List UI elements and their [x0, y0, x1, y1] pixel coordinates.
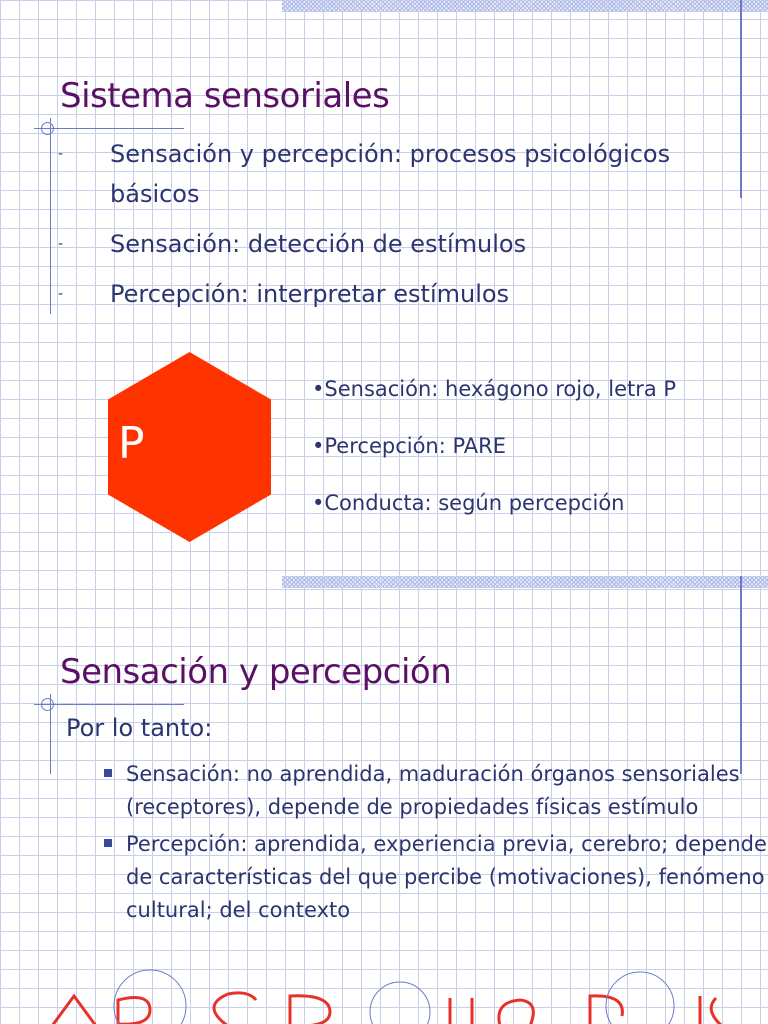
list-item-text: Sensación: no aprendida, maduración órganos sensoriales (receptores), depende de propiedades físicas estímulo [126, 762, 740, 819]
header-stripe [282, 576, 768, 588]
dash-marker: - [58, 146, 64, 162]
square-bullet-icon [104, 839, 112, 847]
crosshair-icon [37, 118, 57, 138]
slide-2 [0, 576, 768, 1024]
subheading: Por lo tanto: [66, 714, 213, 742]
list-item [58, 134, 748, 214]
notes-list [312, 374, 676, 545]
decorative-letters-graphic [0, 966, 768, 1024]
note-item: •Conducta: según percepción [312, 491, 625, 515]
list-item [102, 758, 768, 824]
dash-marker: - [58, 286, 64, 302]
list-item [102, 828, 768, 927]
crosshair-icon [37, 694, 57, 714]
note-item: •Sensación: hexágono rojo, letra P [312, 377, 677, 401]
bullet-list [58, 134, 748, 324]
note-item: •Percepción: PARE [312, 434, 507, 458]
header-stripe [282, 0, 768, 12]
slide-title: Sistema sensoriales [60, 76, 390, 116]
dash-marker: - [58, 236, 64, 252]
list-item-text: Sensación: detección de estímulos [110, 230, 527, 258]
bullet-list [102, 758, 768, 931]
square-bullet-icon [104, 769, 112, 777]
list-item-text: Percepción: interpretar estímulos [110, 280, 510, 308]
list-item-text: Percepción: aprendida, experiencia previa, cerebro; depende de características del que percibe (motivaciones), fenómeno cultural; del contexto [126, 832, 767, 922]
slide-title: Sensación y percepción [60, 652, 452, 692]
list-item [58, 224, 748, 264]
hexagon-letter: P [118, 418, 145, 469]
list-item-text: Sensación y percepción: procesos psicológicos básicos [110, 140, 671, 208]
right-rule [740, 576, 742, 774]
list-item [58, 274, 748, 314]
left-rule [50, 694, 51, 774]
left-rule [50, 118, 51, 314]
